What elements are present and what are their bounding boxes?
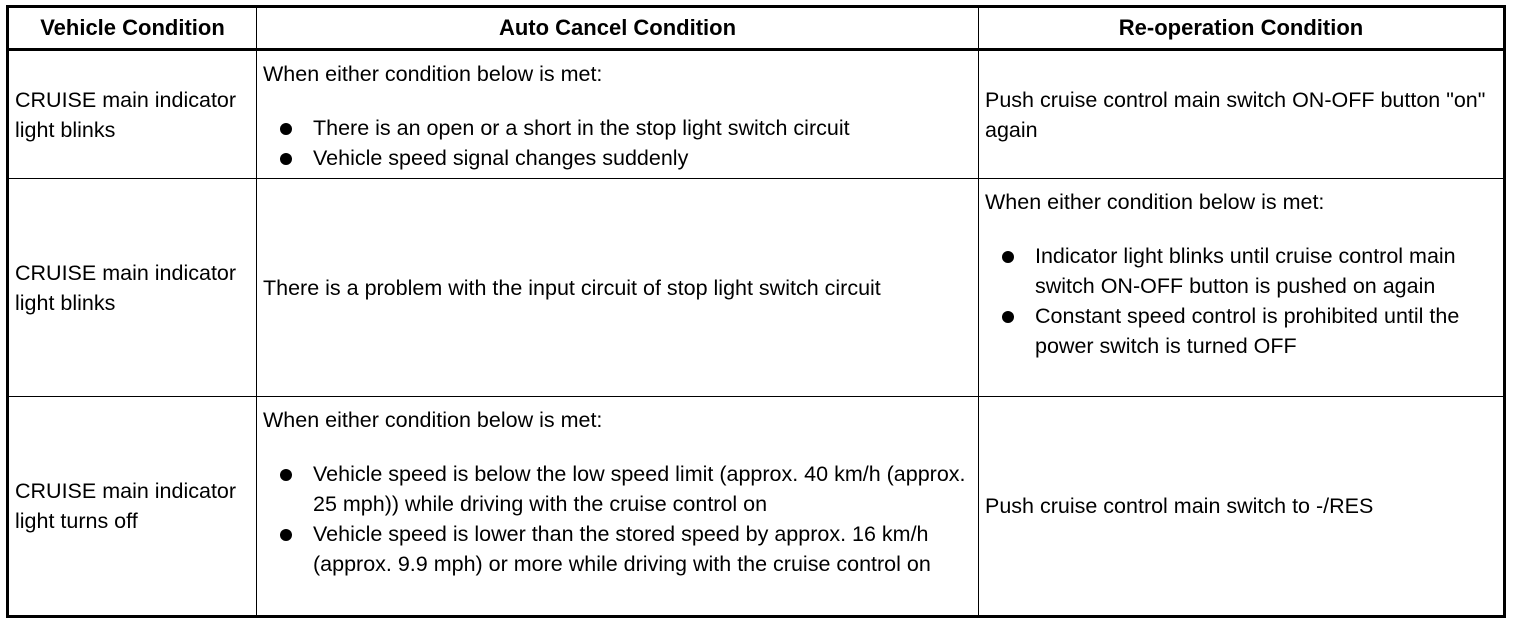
list-item: Vehicle speed is lower than the stored speed by approx. 16 km/h (approx. 9.9 mph) or more while driving with the cruise control on xyxy=(263,519,972,579)
list-item: Vehicle speed is below the low speed limit (approx. 40 km/h (approx. 25 mph)) while driving with the cruise control on xyxy=(263,459,972,519)
list-item: Vehicle speed signal changes suddenly xyxy=(263,143,972,173)
row2-vehicle-text: CRUISE main indicator light blinks xyxy=(15,260,237,315)
row1-vehicle-text: CRUISE main indicator light blinks xyxy=(15,87,237,142)
row2-reop-bullets xyxy=(985,241,1497,361)
row2-vehicle-condition xyxy=(9,179,257,397)
row2-auto-cancel xyxy=(257,179,979,397)
row3-reoperation xyxy=(979,397,1503,615)
row1-reoperation xyxy=(979,51,1503,179)
row1-auto-intro: When either condition below is met: xyxy=(263,62,603,86)
header-reoperation-condition: Re-operation Condition xyxy=(979,8,1503,51)
row3-auto-intro: When either condition below is met: xyxy=(263,408,603,432)
row1-vehicle-condition xyxy=(9,51,257,179)
header-vehicle-condition: Vehicle Condition xyxy=(9,8,257,51)
list-item: There is an open or a short in the stop light switch circuit xyxy=(263,113,972,143)
row3-reop-text: Push cruise control main switch to -/RES xyxy=(985,494,1374,518)
row3-auto-bullets xyxy=(263,459,972,579)
list-item: Constant speed control is prohibited until the power switch is turned OFF xyxy=(985,301,1497,361)
row3-vehicle-condition xyxy=(9,397,257,615)
row2-reoperation xyxy=(979,179,1503,397)
row2-reop-intro: When either condition below is met: xyxy=(985,190,1325,214)
cruise-cancel-table xyxy=(6,5,1506,618)
row1-auto-cancel xyxy=(257,51,979,179)
list-item: Indicator light blinks until cruise control main switch ON-OFF button is pushed on again xyxy=(985,241,1497,301)
row1-auto-bullets xyxy=(263,113,972,173)
row3-vehicle-text: CRUISE main indicator light turns off xyxy=(15,479,237,533)
row3-auto-cancel xyxy=(257,397,979,615)
header-auto-cancel-condition: Auto Cancel Condition xyxy=(257,8,979,51)
row1-reop-text: Push cruise control main switch ON-OFF button "on" again xyxy=(985,87,1486,142)
row2-auto-text: There is a problem with the input circuit of stop light switch circuit xyxy=(263,275,881,300)
